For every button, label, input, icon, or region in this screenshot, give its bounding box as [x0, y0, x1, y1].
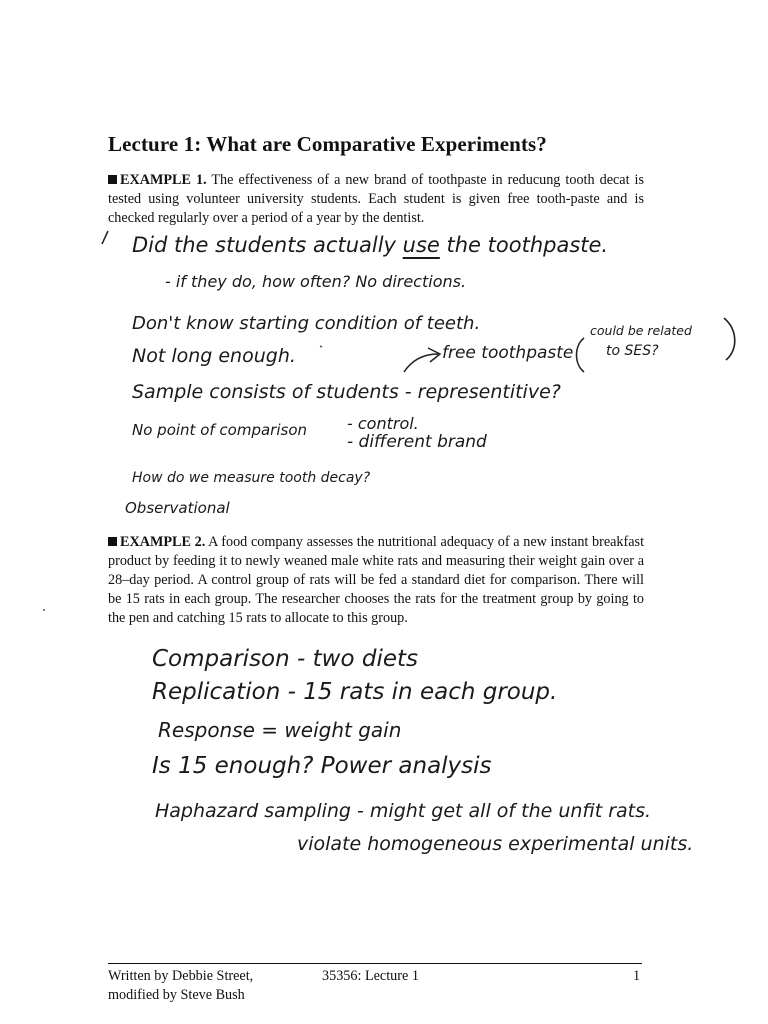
arrow-icon [404, 348, 440, 372]
handwritten-note: Haphazard sampling - might get all of the unfit rats. [155, 800, 652, 822]
handwritten-note: No point of comparison [132, 421, 307, 439]
handwritten-note: Replication - 15 rats in each group. [152, 679, 558, 705]
footer-rule [108, 963, 642, 964]
handwritten-note: Don't know starting condition of teeth. [132, 313, 481, 334]
example-1-heading: EXAMPLE 1. [120, 172, 207, 188]
handwritten-note: Sample consists of students - representitive? [132, 381, 561, 403]
underlined-note-text: use [402, 233, 440, 257]
stray-dot-mark [43, 609, 45, 611]
footer-course: 35356: Lecture 1 [322, 968, 419, 984]
handwritten-note: Comparison - two diets [152, 646, 418, 672]
example-1-body: The effectiveness of a new brand of toothpaste in reducung tooth decat is tested using volunteer university students. Each student is given free tooth-paste and is checked regularly over a period of a year by the dentist. [108, 172, 645, 226]
handwritten-note: could be related [590, 323, 692, 338]
open-paren-mark [577, 338, 585, 372]
example-2 [108, 533, 644, 628]
handwritten-note: Response = weight gain [158, 718, 402, 742]
handwritten-note: Observational [125, 499, 230, 517]
handwritten-note: free toothpaste [442, 343, 574, 363]
page-title: Lecture 1: What are Comparative Experiments? [108, 132, 547, 156]
bullet-square-icon [108, 537, 117, 546]
margin-tick-mark [102, 231, 108, 244]
handwritten-note: - if they do, how often? No directions. [165, 272, 467, 291]
footer-author-line2: modified by Steve Bush [108, 987, 245, 1003]
note-text: the toothpaste. [446, 233, 609, 257]
handwritten-note: - different brand [347, 432, 487, 452]
handwritten-note: Is 15 enough? Power analysis [152, 753, 492, 779]
footer-page-number: 1 [633, 968, 641, 984]
handwritten-note: violate homogeneous experimental units. [297, 833, 694, 855]
note-text: Did the students actually [132, 233, 396, 257]
footer-author-line1: Written by Debbie Street, [108, 968, 254, 984]
handwritten-note: - control. [347, 414, 419, 433]
stray-dot-mark [320, 346, 322, 347]
example-2-body: A food company assesses the nutritional adequacy of a new instant breakfast product by feeding it to newly weaned male white rats and measuring their weight gain over a 28–day period. A control group of rats will be fed a standard diet for comparison. There will be 15 rats in each group. The researcher chooses the rats for the treatment group by going to the pen and catching 15 rats to allocate to this group. [108, 534, 645, 626]
close-paren-mark [724, 318, 735, 360]
example-2-heading: EXAMPLE 2. [120, 534, 206, 550]
handwritten-note: How do we measure tooth decay? [132, 470, 371, 486]
handwritten-note: Not long enough. [132, 345, 296, 367]
handwritten-note: to SES? [606, 343, 659, 359]
